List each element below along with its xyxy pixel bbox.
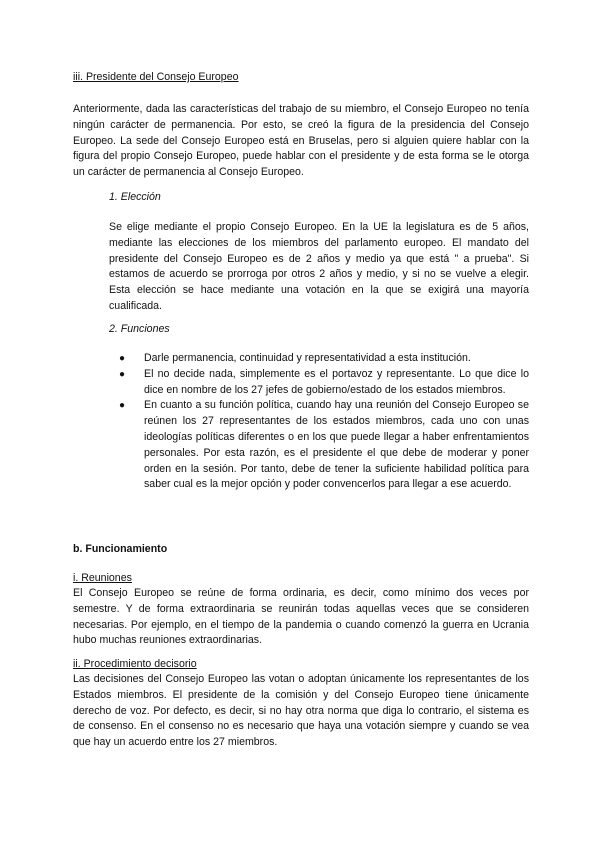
paragraph-intro: Anteriormente, dada las características del trabajo de su miembro, el Consejo Europeo no tenía ningún carácter de permanencia. Por esto, se creó la figura de la presidencia del Consejo Europeo. La sede del Consejo Europeo está en Bruselas, pero si alguien quiere hablar con la figura del propio Consejo Europeo, puede hablar con el presidente y de esta forma se le otorga un carácter de permanencia al Consejo Europeo. [73, 103, 529, 179]
subheading-eleccion: 1. Elección [109, 191, 161, 203]
list-item: ● En cuanto a su función política, cuando hay una reunión del Consejo Europeo se reúnen los 27 representantes de los estados miembros, cada uno con unas ideologías políticas diferentes o en los que puede llegar a haber enfrentamientos personales. Por esta razón, es el presidente el que debe de moderar y poner orden en la sesión. Por tanto, debe de tener la suficiente habilidad política para saber cual es la mejor opción y poder convencerlos para llegar a ese acuerdo. [119, 399, 529, 491]
paragraph-reuniones: El Consejo Europeo se reúne de forma ordinaria, es decir, como mínimo dos veces por semestre. Y de forma extraordinaria se reunirán todas aquellas veces que se consideren necesarias. Por ejemplo, en el tiempo de la pandemia o cuando comenzó la guerra en Ucrania hubo muchas reuniones extraordinarias. [73, 587, 529, 647]
paragraph-procedimiento: Las decisiones del Consejo Europeo las votan o adoptan únicamente los representantes de los Estados miembros. El presidente de la comisión y del Consejo Europeo tiene únicamente derecho de voz. Por defecto, es decir, si no hay otra norma que diga lo contrario, el sistema es de consenso. En el consenso no es necesario que haya una votación siempre y cuando se vea que hay un acuerdo entre los 27 miembros. [73, 673, 529, 749]
section-heading-funcionamiento: b. Funcionamiento [73, 543, 168, 555]
list-item: ● Darle permanencia, continuidad y representatividad a esta institución. [109, 351, 529, 367]
bullet-icon: ● [119, 368, 126, 380]
list-item: ● El no decide nada, simplemente es el portavoz y representante. Lo que dice lo dice en nombre de los 27 jefes de gobierno/estado de los estados miembros. [119, 367, 529, 396]
section-heading-presidente: iii. Presidente del Consejo Europeo [73, 71, 239, 83]
funciones-list [109, 351, 529, 493]
subheading-procedimiento: ii. Procedimiento decisorio [73, 658, 197, 670]
subheading-funciones: 2. Funciones [109, 323, 170, 335]
bullet-icon: ● [119, 353, 126, 364]
paragraph-eleccion: Se elige mediante el propio Consejo Europeo. En la UE la legislatura es de 5 años, mediante las elecciones de los miembros del parlamento europeo. El mandato del presidente del Consejo Europeo es de 2 años y medio ya que está " a prueba". Si estamos de acuerdo se prorroga por otros 2 años y medio, y si no se vuelve a elegir. Esta elección se hace mediante una votación en la que se exigirá una mayoría cualificada. [109, 221, 529, 312]
bullet-icon: ● [119, 400, 126, 412]
subheading-reuniones: i. Reuniones [73, 572, 132, 584]
